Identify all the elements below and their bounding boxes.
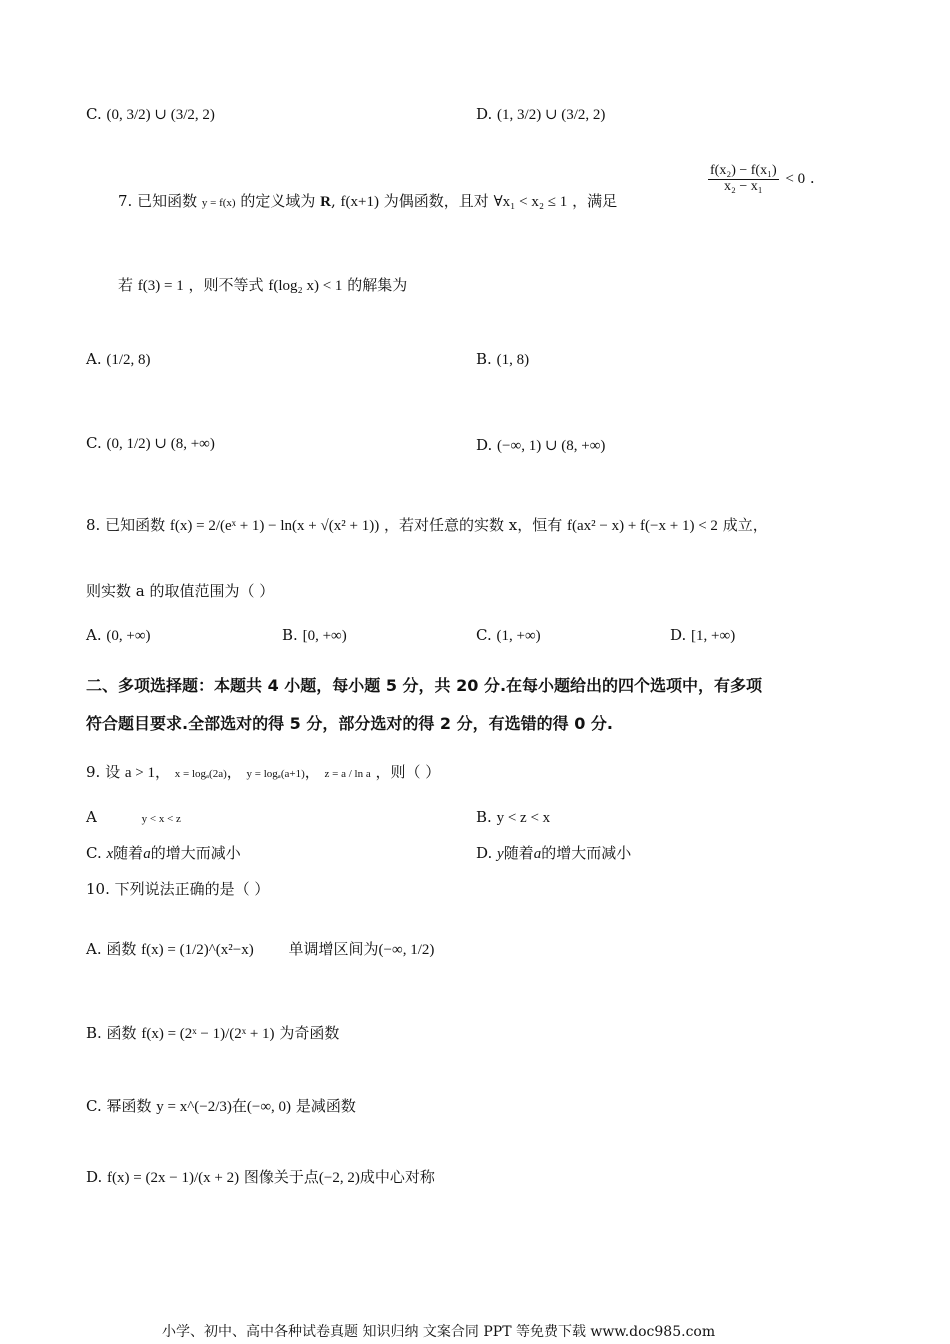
fraction-denominator: x₂ − x₁ xyxy=(723,178,763,194)
option-expression: (1, 3/2) ∪ (3/2, 2) xyxy=(497,107,606,123)
math-expression: (−2, 2) xyxy=(318,1170,360,1186)
q7-text: ，则不等式 xyxy=(188,276,264,294)
math-variable: a xyxy=(533,846,542,862)
q7-text: ，满足 xyxy=(572,192,618,210)
option-expression: y < x < z xyxy=(141,813,181,825)
math-expression: z = a / ln a xyxy=(324,768,371,780)
option-label: A xyxy=(86,808,97,826)
q9-text: ，则（ ） xyxy=(375,763,441,781)
q6-option-d xyxy=(476,105,605,124)
math-expression: < 0 xyxy=(785,171,806,188)
math-expression: f(log₂ x) < 1 xyxy=(268,278,343,294)
option-label: A. xyxy=(86,626,102,644)
math-expression: x = logₐ(2a) xyxy=(174,768,227,780)
option-label: D. xyxy=(476,844,493,862)
q7-text: 为偶函数，且对 xyxy=(383,192,489,210)
q7-condition-fraction: $\frac{\text{f(x₂) − f(x₁)}}{\text{x₂ − x₁}}$ < 0 . xyxy=(710,163,815,194)
option-label: B. xyxy=(476,350,492,368)
option-expression: [0, +∞) xyxy=(302,628,347,644)
q7-text: 的解集为 xyxy=(347,276,408,294)
q7-text: 的定义域为 xyxy=(240,192,316,210)
q9-stem: 9. 设 a > 1， x = logₐ(2a)， y = logₐ(a+1)， z = a / ln a ，则（ ） xyxy=(86,763,441,781)
option-expression: (−∞, 1) ∪ (8, +∞) xyxy=(497,438,606,454)
q7-stem-line2 xyxy=(118,276,407,295)
math-variable: a xyxy=(143,846,151,862)
option-label: C. 幂函数 xyxy=(86,1097,152,1115)
option-expression: (1, +∞) xyxy=(496,628,541,644)
q7-stem-line1: 7. 已知函数 y = f(x) 的定义域为 R, f(x+1) 为偶函数，且对 ∀x₁ < x₂ ≤ 1 ，满足 xyxy=(118,192,618,210)
section2-heading-line2: 符合题目要求.全部选对的得 5 分，部分选对的得 2 分，有选错的得 0 分. xyxy=(86,714,613,733)
math-expression: y = logₐ(a+1) xyxy=(246,768,305,780)
option-label: A. xyxy=(86,350,102,368)
math-expression: a > 1 xyxy=(124,765,155,781)
fraction-numerator: f(x₂) − f(x₁) xyxy=(710,163,777,178)
math-expression: y = f(x) xyxy=(201,197,236,209)
option-label: D. xyxy=(476,105,493,123)
q8-option-c xyxy=(476,626,541,645)
q10-text: 成中心对称 xyxy=(359,1168,435,1186)
q10-option-a xyxy=(86,940,434,959)
option-label: C. xyxy=(86,434,102,452)
q10-option-c xyxy=(86,1097,356,1116)
q9-option-d xyxy=(476,844,631,863)
q9-text: 的增大而减小 xyxy=(541,844,632,862)
q6-option-c xyxy=(86,105,215,124)
q10-text: 为奇函数 xyxy=(279,1024,340,1042)
math-expression: f(x) = (2x − 1)/(x + 2) xyxy=(107,1170,240,1186)
option-label: A. 函数 xyxy=(86,940,137,958)
q9-option-c xyxy=(86,844,241,863)
math-variable: y xyxy=(497,846,504,862)
math-expression: f(x) = (1/2)^(x²−x) xyxy=(141,942,254,958)
q9-text: 随着 xyxy=(113,844,144,862)
q8-option-d xyxy=(670,626,735,645)
q7-option-b xyxy=(476,350,529,369)
option-expression: (0, +∞) xyxy=(106,628,151,644)
math-variable: x xyxy=(106,846,114,862)
q10-stem: 10. 下列说法正确的是（ ） xyxy=(86,880,270,898)
q10-text: 图像关于点 xyxy=(243,1168,319,1186)
q10-option-d xyxy=(86,1168,435,1187)
math-expression: 在(−∞, 0) xyxy=(231,1099,292,1115)
q9-option-b xyxy=(476,808,550,827)
option-expression: y < z < x xyxy=(496,810,551,826)
option-label: D. xyxy=(476,436,493,454)
math-expression: ∀x₁ < x₂ ≤ 1 xyxy=(493,194,568,210)
option-label: C. xyxy=(86,844,102,862)
q7-text: 若 xyxy=(118,276,134,294)
option-label: C. xyxy=(86,105,102,123)
option-expression: (0, 1/2) ∪ (8, +∞) xyxy=(106,436,215,452)
q8-stem-line2: 则实数 a 的取值范围为（ ） xyxy=(86,582,275,600)
option-expression: [1, +∞) xyxy=(691,628,736,644)
option-label: C. xyxy=(476,626,492,644)
q8-text: 8. 已知函数 xyxy=(86,516,166,534)
q7-option-a xyxy=(86,350,151,369)
q8-stem-line1 xyxy=(86,516,768,535)
math-expression: y = x^(−2/3) xyxy=(156,1099,232,1115)
option-expression: (1/2, 8) xyxy=(106,352,151,368)
q9-text: 随着 xyxy=(503,844,534,862)
q8-text: 成立， xyxy=(722,516,768,534)
option-label: D. xyxy=(86,1168,103,1186)
option-label: B. 函数 xyxy=(86,1024,137,1042)
math-expression: f(ax² − x) + f(−x + 1) < 2 xyxy=(566,518,718,534)
q8-text: ，若对任意的实数 x，恒有 xyxy=(383,516,563,534)
q7-text: 7. 已知函数 xyxy=(118,192,198,210)
math-symbol: R xyxy=(320,194,331,210)
q7-option-c xyxy=(86,434,215,453)
option-label: D. xyxy=(670,626,687,644)
q7-option-d xyxy=(476,436,605,455)
math-expression: f(x) = (2ˣ − 1)/(2ˣ + 1) xyxy=(141,1026,275,1042)
q9-text: 的增大而减小 xyxy=(150,844,241,862)
q8-option-a xyxy=(86,626,151,645)
q10-text: 是减函数 xyxy=(295,1097,356,1115)
section2-heading-line1: 二、多项选择题：本题共 4 小题，每小题 5 分，共 20 分.在每小题给出的四个选项中，有多项 xyxy=(86,676,763,695)
math-expression: f(x) = 2/(eˣ + 1) − ln(x + √(x² + 1)) xyxy=(169,518,380,534)
q8-option-b xyxy=(282,626,347,645)
math-expression: f(3) = 1 xyxy=(137,278,184,294)
q9-text: 9. 设 xyxy=(86,763,121,781)
option-label: B. xyxy=(282,626,298,644)
q9-option-a xyxy=(86,808,181,826)
option-label: B. xyxy=(476,808,492,826)
q10-text: 单调增区间为 xyxy=(288,940,379,958)
math-expression: (−∞, 1/2) xyxy=(378,942,435,958)
option-expression: (0, 3/2) ∪ (3/2, 2) xyxy=(106,107,215,123)
math-expression: f(x+1) xyxy=(340,194,379,210)
option-expression: (1, 8) xyxy=(496,352,530,368)
q10-option-b xyxy=(86,1024,339,1043)
page-footer: 小学、初中、高中各种试卷真题 知识归纳 文案合同 PPT 等免费下载 www.doc985.com xyxy=(162,1324,716,1340)
